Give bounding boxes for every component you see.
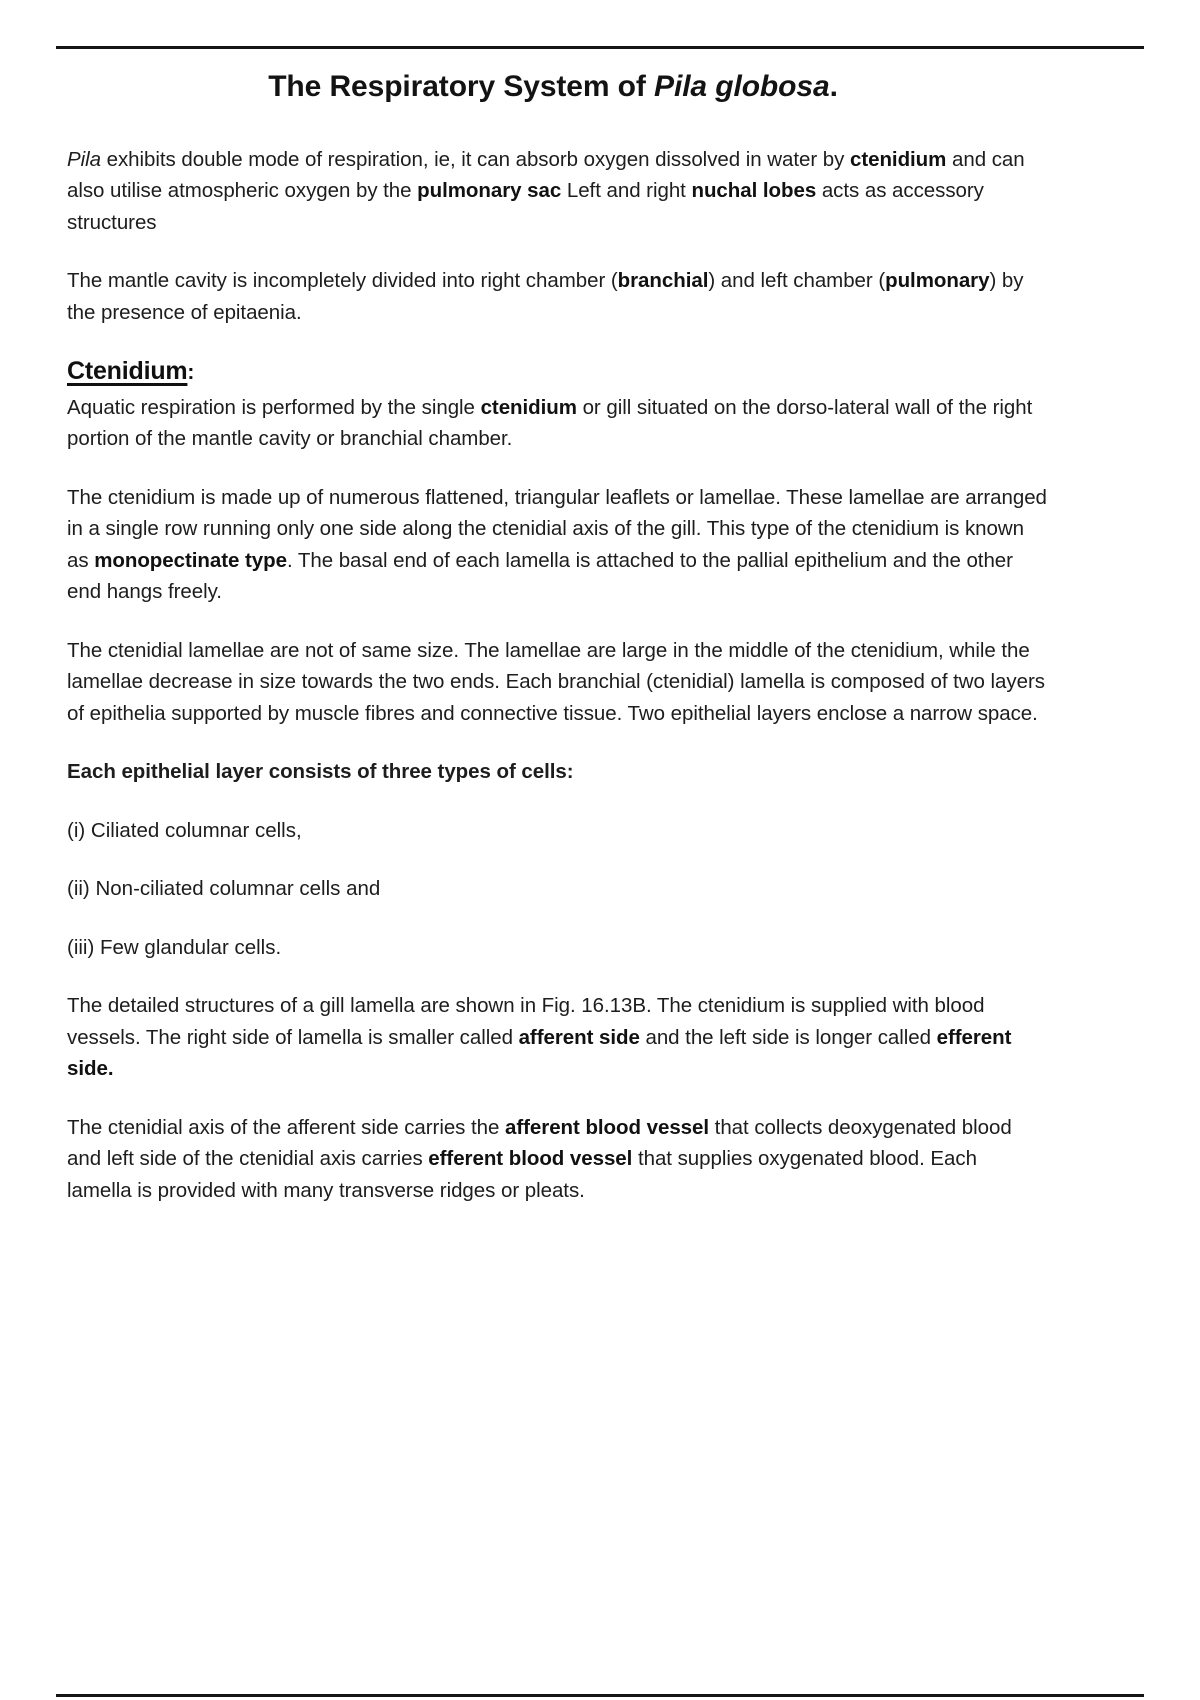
paragraph-text-segment: and the left side is longer called — [639, 1025, 937, 1049]
term-efferent-side: efferent side. — [67, 1025, 1012, 1080]
paragraph-lamellae-arrangement — [67, 482, 1047, 608]
title-species-name: Pila globosa — [654, 70, 830, 103]
paragraph-text-segment: acts as accessory structures — [67, 179, 984, 234]
paragraph-text-segment: . The basal end of each lamella is attached to the pallial epithelium and the other end hangs freely. — [67, 548, 1013, 603]
list-item-ciliated-columnar-cells: (i) Ciliated columnar cells, — [67, 818, 302, 842]
term-afferent-blood-vessel: afferent blood vessel — [505, 1115, 710, 1139]
page-bottom-rule — [56, 1694, 1144, 1697]
list-item-non-ciliated-columnar-cells: (ii) Non-ciliated columnar cells and — [67, 877, 381, 900]
paragraph-text-segment: ) and left chamber ( — [708, 269, 886, 292]
term-pulmonary: pulmonary — [885, 269, 990, 292]
paragraph-text-segment: The detailed structures of a gill lamella are shown in Fig. 16.13B. The ctenidium is supplied with blood vessels. The right side of lamella is smaller called — [67, 994, 985, 1049]
term-branchial: branchial — [617, 269, 709, 292]
section-heading-ctenidium — [67, 355, 1047, 388]
document-body — [67, 68, 1047, 1233]
paragraph-text-segment: The mantle cavity is incompletely divided into right chamber ( — [67, 269, 618, 292]
section-heading-label: Ctenidium — [67, 357, 188, 385]
page-title — [67, 68, 1047, 106]
paragraph-text-segment: ) by the presence of epitaenia. — [67, 269, 1024, 324]
term-afferent-side: afferent side — [518, 1025, 640, 1049]
term-pulmonary-sac: pulmonary sac — [417, 179, 562, 202]
term-ctenidium: ctenidium — [849, 147, 947, 171]
term-monopectinate-type: monopectinate type — [94, 548, 287, 572]
paragraph-mantle-cavity — [67, 265, 1047, 328]
term-nuchal-lobes: nuchal lobes — [691, 179, 817, 202]
paragraph-text-segment: The ctenidium is made up of numerous flattened, triangular leaflets or lamellae. These lamellae are arranged in a single row running only one side along the ctenidial axis of the gill. This type of the ctenidium is known as — [67, 485, 1047, 572]
term-ctenidium: ctenidium — [480, 395, 577, 419]
paragraph-text-segment: and can also utilise atmospheric oxygen by the — [67, 147, 1025, 202]
section-heading-colon: : — [187, 361, 195, 384]
term-efferent-blood-vessel: efferent blood vessel — [428, 1147, 633, 1170]
paragraph-gill-lamella-structure — [67, 990, 1047, 1085]
paragraph-blood-vessels — [67, 1112, 1047, 1207]
paragraph-cell-types-intro: Each epithelial layer consists of three types of cells: — [67, 760, 574, 783]
paragraph-text-segment: that supplies oxygenated blood. Each lamella is provided with many transverse ridges or pleats. — [67, 1147, 977, 1202]
page-top-rule — [56, 46, 1144, 49]
paragraph-double-respiration — [67, 144, 1047, 239]
list-item-glandular-cells: (iii) Few glandular cells. — [67, 935, 282, 959]
paragraph-text-segment: exhibits double mode of respiration, ie, it can absorb oxygen dissolved in water by — [100, 147, 850, 171]
paragraph-text-segment: Left and right — [561, 179, 692, 202]
paragraph-text-segment: The ctenidial axis of the afferent side carries the — [67, 1115, 506, 1139]
paragraph-text-segment: Aquatic respiration is performed by the single — [67, 395, 481, 419]
species-name-inline: Pila — [67, 147, 101, 171]
paragraph-aquatic-respiration — [67, 392, 1047, 455]
paragraph-text-segment: that collects deoxygenated blood and left side of the ctenidial axis carries — [67, 1115, 1012, 1170]
paragraph-text-segment: or gill situated on the dorso-lateral wall of the right portion of the mantle cavity or branchial chamber. — [67, 395, 1033, 450]
title-suffix: . — [829, 70, 838, 103]
title-prefix: The Respiratory System of — [268, 70, 655, 103]
paragraph-lamellae-size: The ctenidial lamellae are not of same size. The lamellae are large in the middle of the ctenidium, while the lamellae decrease in size towards the two ends. Each branchial (ctenidial) lamella is composed of two layers of epithelia supported by muscle fibres and connective tissue. Two epithelial layers enclose a narrow space. — [67, 638, 1045, 725]
